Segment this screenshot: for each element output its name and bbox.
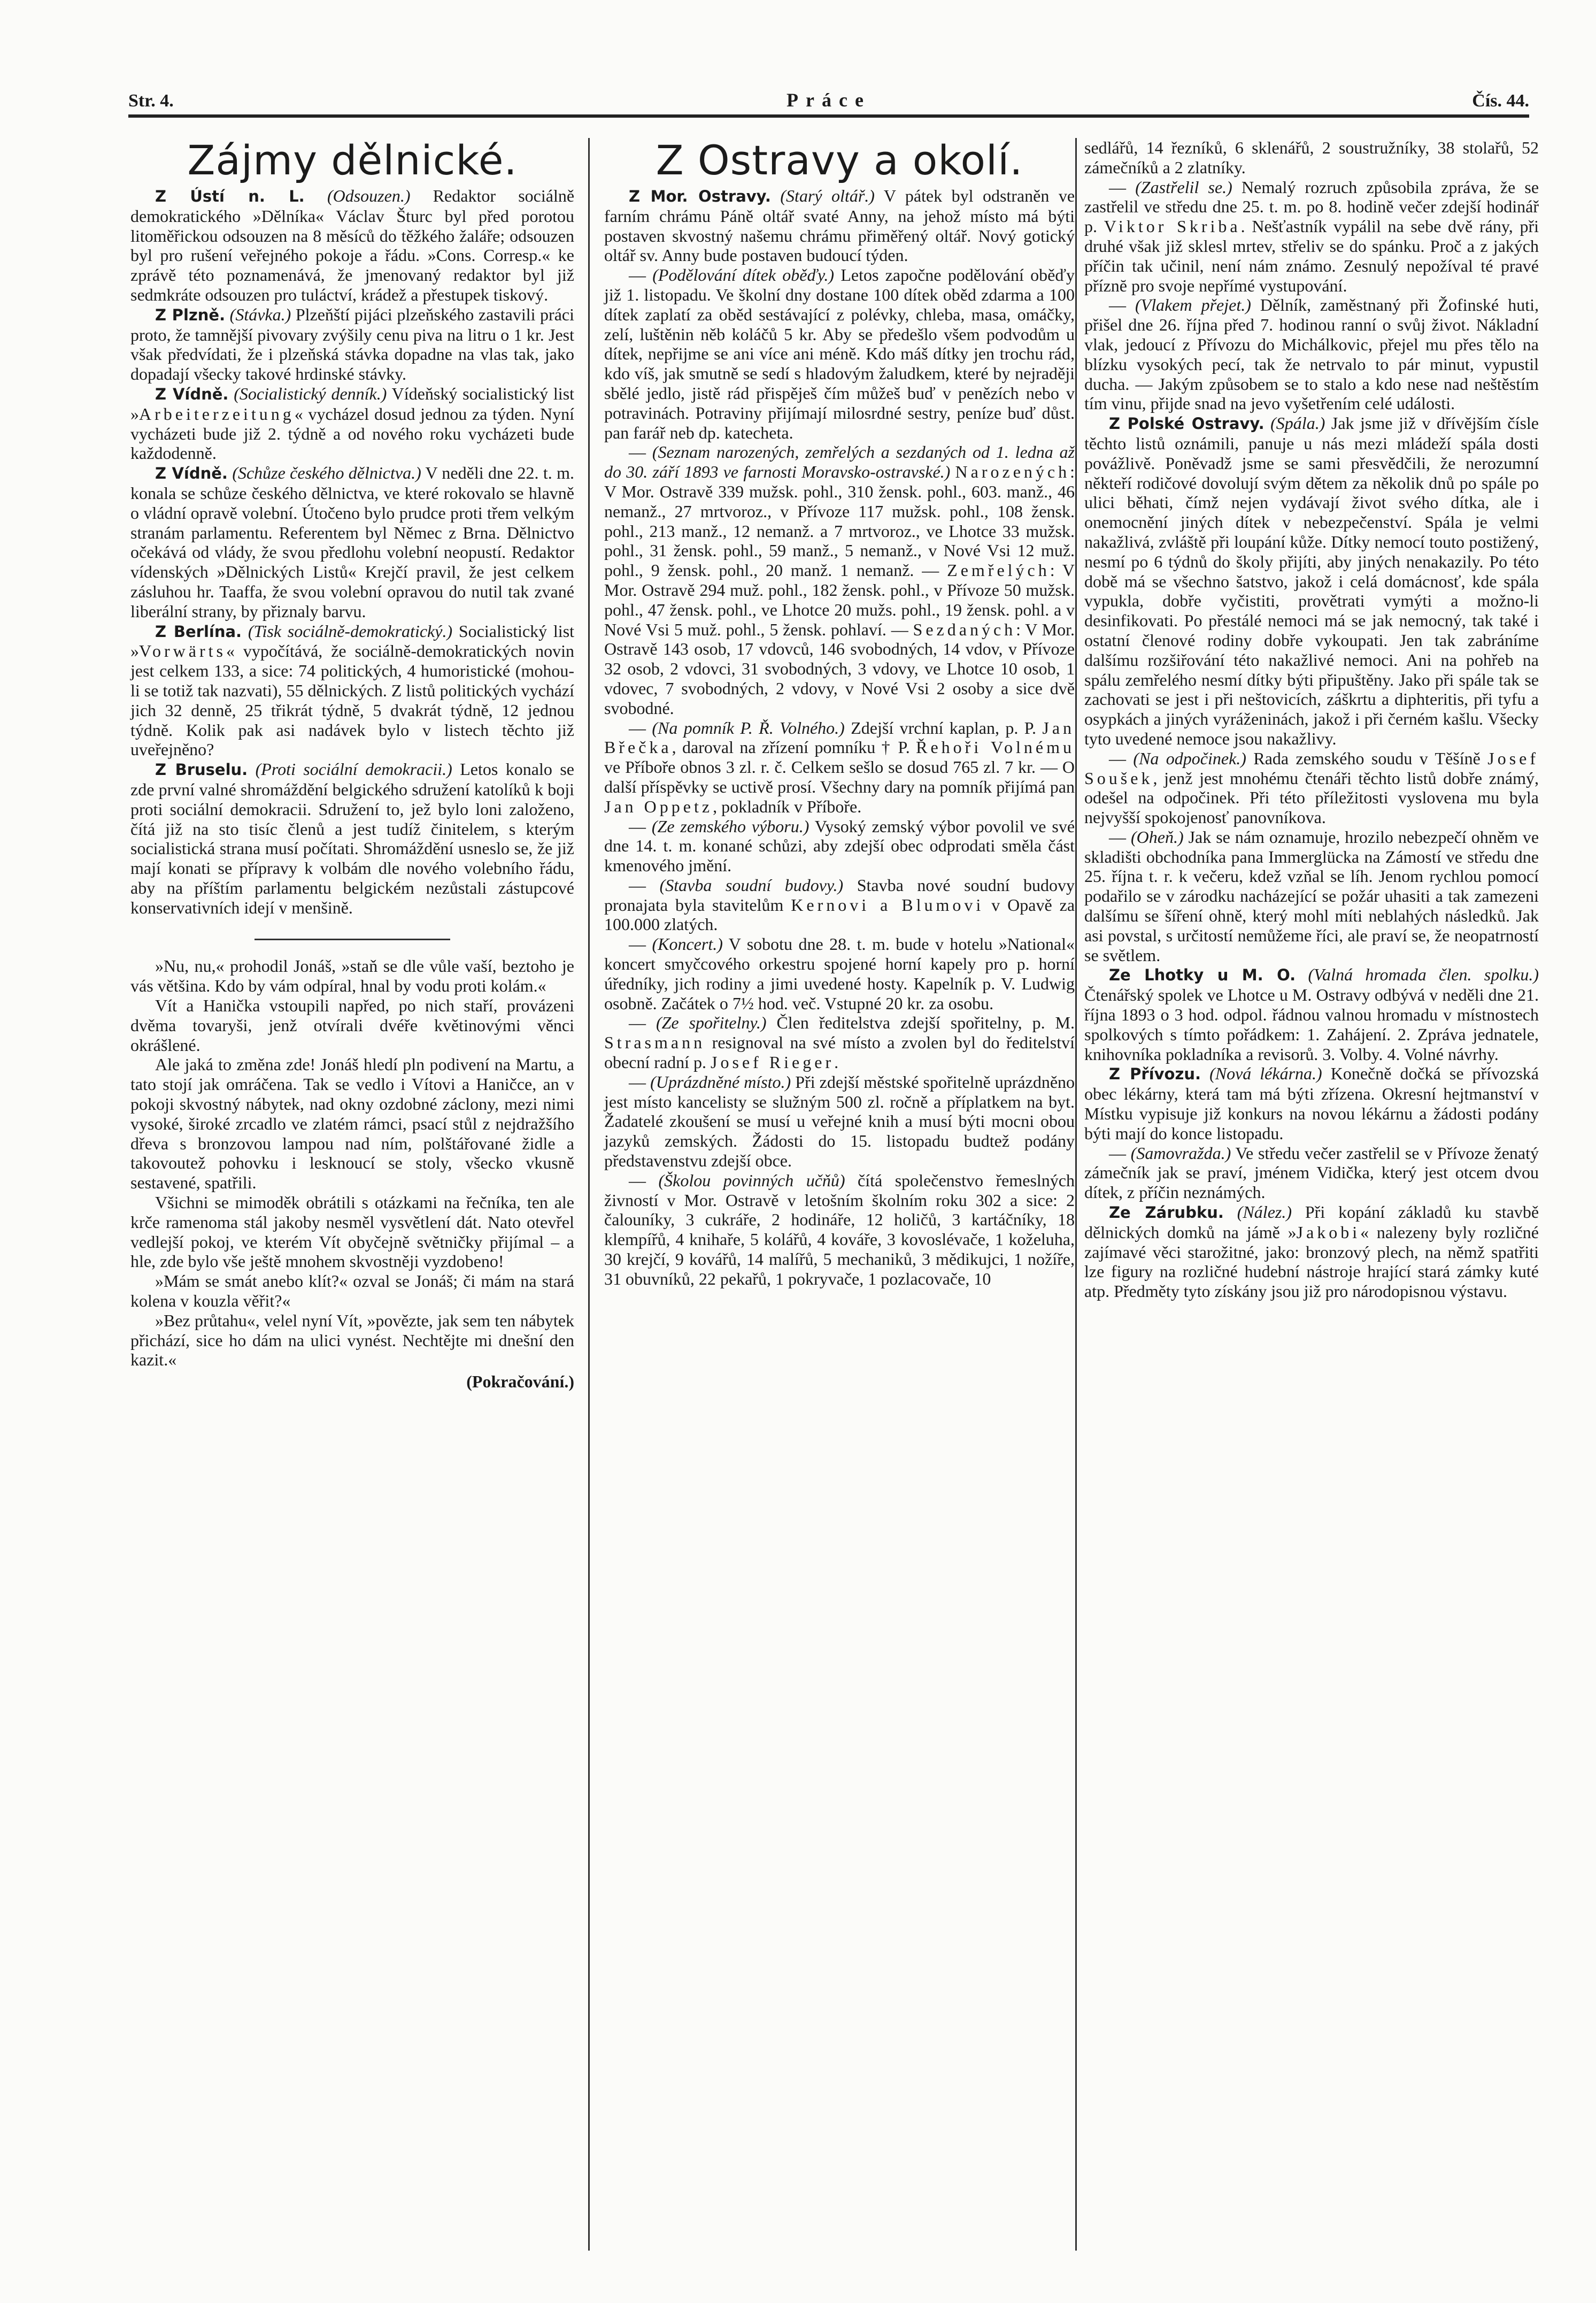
article-vybor: — (Ze zemského výboru.) Vysoký zemský výbor povolil ve své dne 14. t. m. konané schůzi, aby zdejší obec odprodati směla část kmenového jmění. xyxy=(604,816,1075,876)
article-usti: Z Ústí n. L. (Odsouzen.) Redaktor sociálně demokratického »Dělníka« Václav Šturc byl před porotou litoměřickou odsouzen na 8 měsíců do těžkého žaláře; odsouzen byl pro rušení veřejného pokoje a řádu. »Cons. Corresp.« ke zprávě této poznamenává, že jmenovaný redaktor byl již sedmkráte odsouzen pro tuláctví, krádež a přestupek tiskový. xyxy=(130,186,575,304)
feuilleton-paragraph: »Mám se smát anebo klít?« ozval se Jonáš; či mám na stará kolena v kouzla věřit?« xyxy=(130,1271,574,1311)
column-left xyxy=(130,138,574,1392)
article-lekarna: Z Přívozu. (Nová lékárna.) Konečně dočká se přívozská obec lékárny, která tam má býti zřízena. Okresní hejtmanství v Místku vypisuje již konkurs na novou lékárnu a žádosti podány býti mají do konce listopadu. xyxy=(1084,1064,1539,1143)
page-header xyxy=(128,80,1529,118)
article-sporitelna: — (Ze spořitelny.) Člen ředitelstva zdejší spořitelny, p. M. Strasmann resignoval na své místo a zvolen byl do ředitelství obecní radní p. Josef Rieger. xyxy=(604,1013,1075,1072)
article-spala: Z Polské Ostravy. (Spála.) Jak jsme již v dřívějším čísle těchto listů oznámili, panuje u nás mezi mládeží spála dosti povážlivě. Poněvadž jsme se sami přesvědčili, že nerozumní někteří rodičové dovolují svým dětem za několik dnů po spále po ulici běhati, čímž nejen vydávají život svého dítka, ale i onemocnění jiných dítek v nebezpečenství. Spála je velmi nakažlivá, zvláště při loupání kůže. Dítky nemocí touto postižený, nesmí po 6 týdnů do školy přijíti, aby jiných nenakazily. Po této době má se všechno šatstvo, jakož i celá domácnosť, kde spála vypukla, dobře vyčistiti, provětrati vymýti a možno-li desinfikovati. Po přestálé nemoci má se jak nemocný, tak také i ostatní členové rodiny dobře vykoupati. Jen tak zabráníme dalšímu rozšiřování této nakažlivé nemoci. Ani na pohřeb na spálu zemřelého nesmí dítky býti připuštěny. Jako při spále tak se zachovati se jest i při neštovicích, záškrtu a diphteritis, při tyfu a osypkách a jiných vyráženinách, jakož i při černém kašlu. Všecky tyto uvedené nemoce jsou nakažlivy. xyxy=(1084,413,1539,748)
article-ohen: — (Oheň.) Jak se nám oznamuje, hrozilo nebezpečí ohněm ve skladišti obchodníka pana Immerglücka na Zámostí ve středu dne 25. října t. r. k večeru, kdež vzňal se líh. Jenom rychlou pomocí podařilo se v zárodku nacházející se požár uhasiti a tak zamezeni dalšímu se šíření ohně, který mohl míti neblahých následků. Jak asi povstal, s určitostí nemůžeme říci, ale praví se, že neopatrností se světlem. xyxy=(1084,827,1539,965)
section-heading: Zájmy dělnické. xyxy=(187,136,518,184)
column-divider xyxy=(1075,138,1077,2251)
article-oltar: Z Mor. Ostravy. (Starý oltář.) V pátek byl odstraněn ve farním chrámu Páně oltář svaté Anny, na jehož místo má býti postaven skvostný našemu chrámu přiměřený oltář. Nový gotický oltář sv. Anny bude postaven budoucí týden. xyxy=(604,186,1075,265)
article-seznam: — (Seznam narozených, zemřelých a sezdaných od 1. ledna až do 30. září 1893 ve farnosti Moravsko-ostravské.) Narozených: V Mor. Ostravě 339 mužsk. pohl., 310 žensk. pohl., 603. manž., 46 nemanž., 27 mrtvoroz., v Přívoze 117 mužsk. pohl., 108 žensk. pohl., 213 manž., 12 nemanž. a 7 mrtvoroz., ve Lhotce 33 mužsk. pohl., 31 žensk. pohl., 59 manž., 5 nemanž., v Nové Vsi 12 muž. pohl., 9 žensk. pohl., 20 manž. 1 nemanž. — Zemřelých: V Mor. Ostravě 294 muž. pohl., 182 žensk. pohl., v Přívoze 50 mužsk. pohl., 47 žensk. pohl., ve Lhotce 20 mužs. pohl., 19 žensk. pohl. a v Nové Vsi 5 muž. pohl., 5 žensk. pohlaví. — Sezdaných: V Mor. Ostravě 143 osob, 17 vdovců, 146 svobodných, 14 vdov, v Přívoze 32 osob, 2 vdovci, 31 svobodných, 3 vdovy, ve Lhotce 10 osob, 1 vdovec, 7 svobodných, 2 vdovy, v Nové Vsi 2 osoby a sice dvě svobodné. xyxy=(604,442,1075,718)
article-ucni-continued: sedlářů, 14 řezníků, 6 sklenářů, 2 soustružníky, 38 stolařů, 52 zámečníků a 2 zlatníky. xyxy=(1084,138,1539,177)
column-middle xyxy=(604,138,1075,1289)
article-pomnik: — (Na pomník P. Ř. Volného.) Zdejší vrchní kaplan, p. P. Jan Břečka, daroval na zřízení pomníku † P. Řehoři Volnému ve Příboře obnos 3 zl. r. č. Celkem sešlo se dosud 765 zl. 7 kr. — O další příspěvky se uctivě prosí. Všechny dary na pomník přijímá pan Jan Oppetz, pokladník v Příboře. xyxy=(604,718,1075,816)
feuilleton-paragraph: Ale jaká to změna zde! Jonáš hledí pln podivení na Martu, a tato stojí jak omráčena. Tak se vedlo i Vítovi a Haničce, an v pokoji skvostný nábytek, nad okny ozdobné záclony, mezi nimi vysoké, široké zrcadlo ve zlatém rámci, psací stůl z nejdražšího dřeva s bronzovou lampou nad ním, polštářované židle a takovoutež pohovku i lesknoucí se stoly, všecko vkusně sestavené, spatřili. xyxy=(130,1055,574,1193)
column-divider xyxy=(588,138,590,2251)
continuation-note: (Pokračování.) xyxy=(466,1372,574,1392)
newspaper-title: Práce xyxy=(787,89,871,111)
article-koncert: — (Koncert.) V sobotu dne 28. t. m. bude v hotelu »National« koncert smyčcového orkestru spojené horní kapely pro p. horní úředníky, jich rodiny a jimi uvedené hosty. Kapelník p. V. Ludwig osobně. Začátek o 7½ hod. več. Vstupné 20 kr. za osobu. xyxy=(604,934,1075,1013)
feuilleton-paragraph: Vít a Hanička vstoupili napřed, po nich staří, provázeni dvěma tovaryši, jenž otvírali dvéře květinovými věnci okrášlené. xyxy=(130,996,574,1055)
section-heading: Z Ostravy a okolí. xyxy=(656,136,1023,184)
article-nalez: Ze Zárubku. (Nález.) Při kopání základů ku stavbě dělnických domků na jámě »Jakobi« nalezeny byly rozličné zajímavé věci starožitné, jako: bronzový plech, na němž spatřiti lze figury na rozličné hudební nástroje hrající stará zámky kuté atp. Předměty tyto získány jsou již pro národopisnou výstavu. xyxy=(1084,1202,1539,1301)
feuilleton-separator xyxy=(255,939,450,940)
feuilleton-paragraph: »Nu, nu,« prohodil Jonáš, »staň se dle vůle vaší, beztoho je vás většina. Kdo by vám odpíral, hnal by vodu proti kolám.« xyxy=(130,956,574,996)
issue-number: Čís. 44. xyxy=(1472,91,1529,111)
article-brusel: Z Bruselu. (Proti sociální demokracii.) Letos konalo se zde první valné shromáždění belgického sdružení katolíků k boji proti sociální demokracii. Sdružení to, jež bylo loni založeno, čítá již na sto tisíc členů a jest tudíž činitelem, s kterým socialistická strana musí počítati. Shromáždění usneslo se, že již mají konati se přípravy k volbám dle nového volebního řádu, aby na příštím parlamentu belgickém nezůstali zástupcové konservativních idejí v menšině. xyxy=(130,759,575,917)
article-odpocinek: — (Na odpočinek.) Rada zemského soudu v Těšíně Josef Soušek, jenž jest mnohému čtenáři těchto listů dobře známý, odešel na odpočinek. Při této příležitosti vyslovena mu byla nejvyšší spokojenosť panovníkova. xyxy=(1084,748,1539,827)
article-samovrazda: — (Samovražda.) Ve středu večer zastřelil se v Přívoze ženatý zámečník jak se praví, jménem Vidička, který jest otcem dvou dítek, z příčin neznámých. xyxy=(1084,1143,1539,1202)
article-misto: — (Uprázdněné místo.) Při zdejší městské spořitelně uprázdněno jest místo kancelisty se služným 500 zl. ročně a příplatkem na byt. Žadatelé zkoušení se musí u veřejné knih a musí býti mocni obou jazyků zemských. Žádosti do 15. listopadu budtež podány představenstvu zdejší obce. xyxy=(604,1072,1075,1171)
column-right xyxy=(1084,138,1539,1301)
feuilleton-paragraph: »Bez průtahu«, velel nyní Vít, »povězte, jak sem ten nábytek přichází, sice ho dám na ulici vynést. Nechtějte mi dnešní den kazit.« xyxy=(130,1310,574,1370)
article-ucni: — (Školou povinných učňů) čítá společenstvo řemeslných živností v Mor. Ostravě v letošním školním roku 302 a sice: 2 čalouníky, 3 cukráře, 2 hodináře, 12 holičů, 3 kartáčníky, 18 klempířů, 4 knihaře, 5 kolářů, 4 kováře, 3 kovoslévače, 1 koželuha, 30 krejčí, 9 kovářů, 14 malířů, 5 mechaniků, 3 mědikujci, 1 nožíře, 31 obuvníků, 22 pekařů, 1 pokryvače, 1 pozlacovače, 10 xyxy=(604,1170,1075,1288)
article-lhotka: Ze Lhotky u M. O. (Valná hromada člen. spolku.) Čtenářský spolek ve Lhotce u M. Ostravy odbývá v neděli dne 21. října 1893 o 3 hod. odpol. řádnou valnou hromadu v místnostech spolkových s tímto pořádkem: 1. Zahájení. 2. Zpráva jednatele, knihovníka pokladníka a revisorů. 3. Volby. 4. Volné návrhy. xyxy=(1084,965,1539,1064)
article-stavba: — (Stavba soudní budovy.) Stavba nové soudní budovy pronajata byla stavitelům Kernovi a Blumovi v Opavě za 100.000 zlatých. xyxy=(604,875,1075,934)
article-plzen: Z Plzně. (Stávka.) Plzeňští pijáci plzeňského zastavili práci proto, že tamnější pivovary zvýšily cenu piva na litru o 1 kr. Jest však předvídati, že i plzeňská stávka dopadne na vlas tak, jako dopadají všecky takové hrdinské stávky. xyxy=(130,304,575,384)
header-rule xyxy=(128,114,1529,118)
page-number: Str. 4. xyxy=(128,91,174,111)
article-obedy: — (Podělování dítek oběďy.) Letos započne podělování oběďy již 1. listopadu. Ve školní dny dostane 100 dítek oběd zdarma a 100 dítek zaplatí za oběd sestávající z polévky, chleba, masa, omáčky, zelí, luštěnin něb koláčů 5 kr. Aby se předešlo všem podvodům u dítek, nepřijme se ani více ani méně. Kdo máš dítky jen trochu rád, kdo víš, jak smutně se sedí s hladovým žaludkem, které by nejraději sbělé jedlo, jistě rád přispěješ čím můžeš buď v penězích nebo v potravinách. Potraviny přijímají milosrdné sestry, peníze buď důst. pan farář neb dp. katecheta. xyxy=(604,265,1075,442)
article-zastrelil: — (Zastřelil se.) Nemalý rozruch způsobila zpráva, že se zastřelil ve středu dne 25. t. m. po 8. hodině večer zdejší hodinář p. Viktor Skriba. Nešťastník vypálil na sebe dvě rány, při druhé však již sklesl mrtev, střeliv se do spánku. Proč a z jakých příčin tak učinil, není nám známo. Zesnulý nepožíval té pravé příznĕ pro svoje nepřímé vystupování. xyxy=(1084,177,1539,295)
article-viden-2: Z Vídně. (Schůze českého dělnictva.) V neděli dne 22. t. m. konala se schůze českého dělnictva, ve které rokovalo se hlavně o vládní opravě volební. Útočeno bylo prudce proti třem velkým stranám parlamentu. Referentem byl Němec z Brna. Dělnictvo očekává od vlády, že svou předlohu volební neopustí. Redaktor vídenských »Dělnických Listů« Krejčí pravil, že jest celkem zásluhou hr. Taaffa, že svou volební opravou do nutil tak zvané liberální strany, by přiznaly barvu. xyxy=(130,463,575,621)
feuilleton-paragraph: Všichni se mimoděk obrátili s otázkami na řečníka, ten ale krče ramenoma stál jakoby nesměl vysvětlení dát. Nato otevřel vedlejší pokoj, ve kterém Vít obyčejně světničky přijímal – a hle, zde bylo vše ještě mnohem skvostněji vyzdobeno! xyxy=(130,1193,574,1271)
article-vlak: — (Vlakem přejet.) Dělník, zaměstnaný při Žofinské huti, přišel dne 26. října před 7. hodinou ranní o svůj život. Nákladní vlak, jedoucí z Přívozu do Michálkovic, přejel mu přes tělo na blízku vysokých pecí, tak že netrvalo to pár minut, vypustil ducha. — Jakým způsobem se to stalo a kdo nese nad neštěstím tím vinu, přijde snad na jevo vyšetřením celé události. xyxy=(1084,295,1539,413)
article-berlin: Z Berlína. (Tisk sociálně-demokratický.) Socialistický list »Vorwärts« vypočítává, že sociálně-demokratických novin jest celkem 133, a sice: 74 politických, 4 humoristické (mohou-li se totiž tak nazvati), 55 dělnických. Z listů politických vychází jich 32 denně, 25 třikrát týdně, 5 dvakrát týdně, 12 jednou týdně. Kolik pak asi nadávek bylo v listech těchto již uveřejněno? xyxy=(130,621,575,759)
article-viden-1: Z Vídně. (Socialistický denník.) Vídeňský socialistický list »Arbeiterzeitung« vycházel dosud jednou za týden. Nyní vycházeti bude již 2. týdně a od nového roku vycházeti bude každodenně. xyxy=(130,383,575,463)
